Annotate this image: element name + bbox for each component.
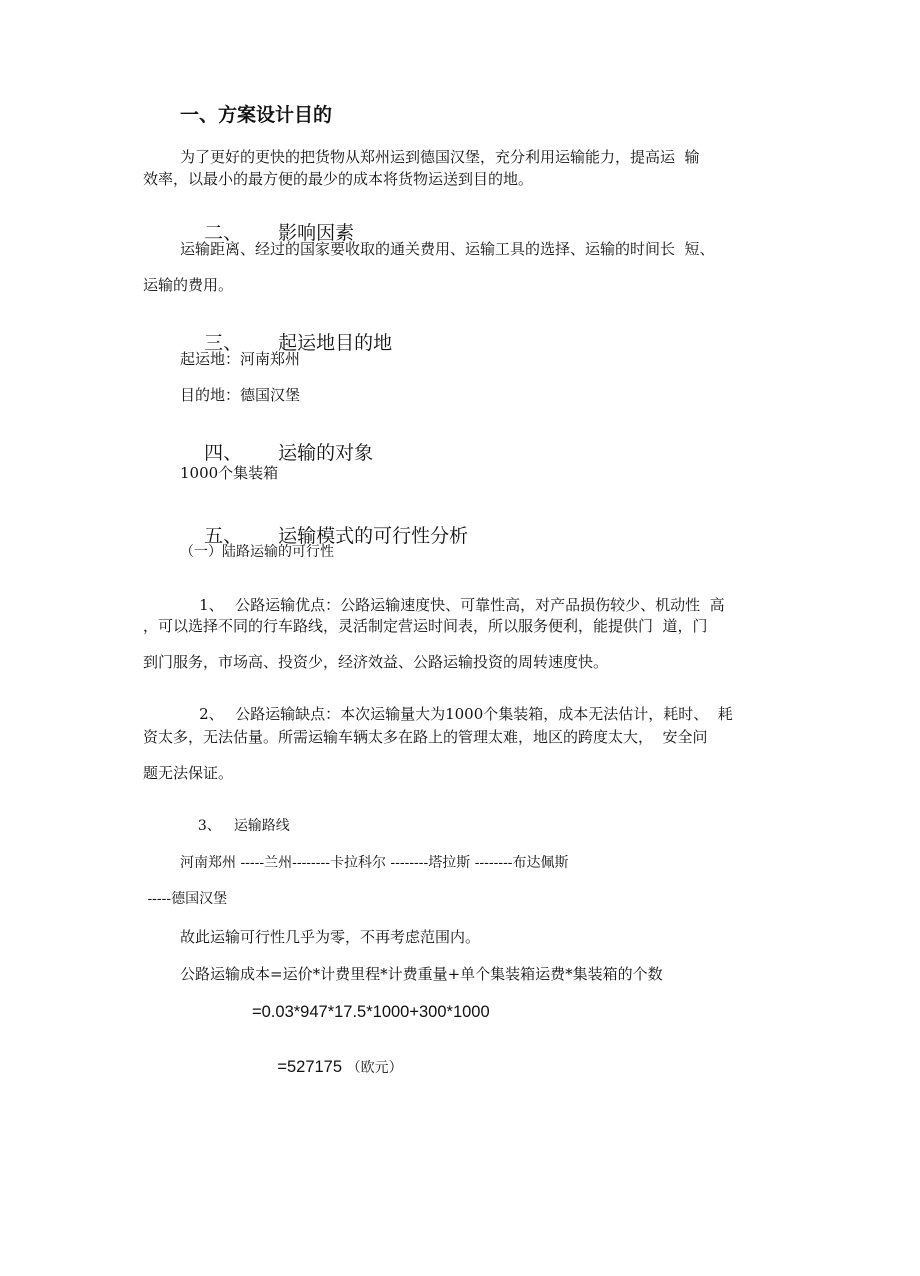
cost-result-unit: （欧元） [346, 1058, 403, 1075]
conclusion-text: 故此运输可行性几乎为零，不再考虑范围内。 [180, 928, 481, 946]
advantages-line-3: 到门服务，市场高、投资少，经济效益、公路运输投资的周转速度快。 [143, 653, 609, 671]
section-2-title: 影响因素 [278, 222, 355, 244]
advantages-number: 1、 [199, 596, 224, 614]
route-title: 运输路线 [233, 818, 290, 834]
section-1-paragraph-line-1: 为了更好的更快的把货物从郑州运到德国汉堡，充分利用运输能力，提高运 输 [180, 148, 700, 166]
disadvantages-line-3: 题无法保证。 [143, 764, 234, 782]
advantages-line-2: ，可以选择不同的行车路线，灵活制定营运时间表，所以服务便利，能提供门 道，门 [143, 617, 708, 635]
section-4-title: 运输的对象 [278, 442, 374, 464]
subsection-1-heading: （一）陆路运输的可行性 [180, 544, 334, 560]
route-number: 3、 [197, 818, 221, 834]
disadvantages-text-line-1: 公路运输缺点：本次运输量大为1000个集装箱，成本无法估计，耗时、 耗 [235, 705, 733, 723]
route-line-1: 河南郑州 -----兰州--------卡拉科尔 --------塔拉斯 --------布达佩斯 [180, 855, 569, 871]
cost-result-value: =527175 [277, 1057, 343, 1076]
cost-calculation: =0.03*947*17.5*1000+300*1000 [252, 1003, 490, 1021]
section-3-number: 三、 [204, 332, 243, 354]
section-2-number: 二、 [204, 222, 243, 244]
cost-formula: 公路运输成本=运价*计费里程*计费重量+单个集装箱运费*集装箱的个数 [180, 965, 663, 983]
route-heading [180, 805, 290, 847]
section-5-number: 五、 [204, 525, 243, 547]
disadvantages-line-2: 资太多，无法估量。所需运输车辆太多在路上的管理太难，地区的跨度太大， 安全问 [143, 728, 708, 746]
section-1-heading: 一、方案设计目的 [180, 104, 333, 126]
section-5-title: 运输模式的可行性分析 [278, 525, 469, 547]
origin-text: 起运地：河南郑州 [180, 350, 301, 368]
advantages-text-line-1: 公路运输优点：公路运输速度快、可靠性高，对产品损伤较少、机动性 高 [235, 596, 725, 614]
section-2-paragraph-line-1: 运输距离、经过的国家要收取的通关费用、运输工具的选择、运输的时间长 短、 [180, 240, 715, 258]
route-line-2: -----德国汉堡 [143, 891, 228, 907]
disadvantages-number: 2、 [199, 705, 224, 723]
transport-object-text: 1000个集装箱 [180, 464, 279, 482]
section-3-title: 起运地目的地 [278, 332, 393, 354]
destination-text: 目的地：德国汉堡 [180, 386, 301, 404]
section-1-paragraph-line-2: 效率，以最小的最方便的最少的成本将货物运送到目的地。 [143, 170, 534, 188]
cost-result [259, 1042, 403, 1092]
section-4-number: 四、 [204, 442, 243, 464]
section-2-paragraph-line-2: 运输的费用。 [143, 276, 234, 294]
